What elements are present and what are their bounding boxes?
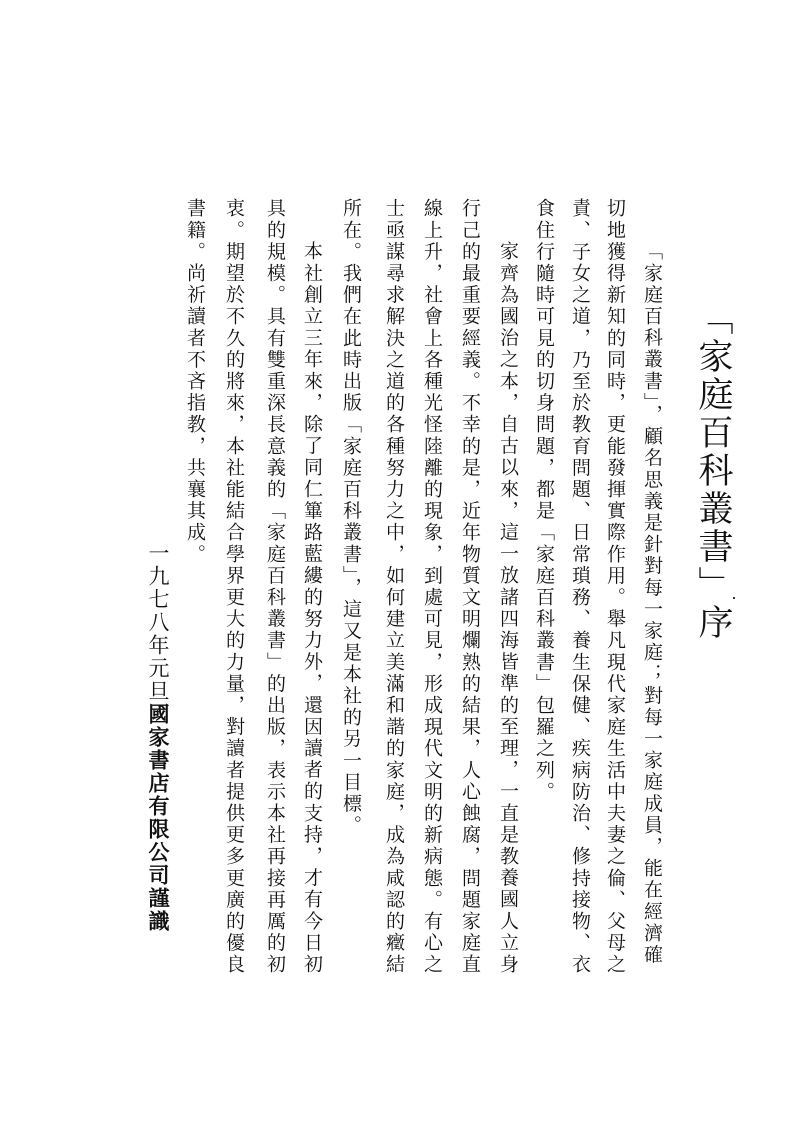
scan-speck (733, 597, 735, 599)
text-column-6: 行己的最重要經義。不幸的是，近年物質文明爛熟的結果，人心蝕腐，問題家庭直 (459, 198, 481, 976)
date: 一九七八年元旦 (146, 542, 170, 703)
publisher-name: 國家書店有限公司 (146, 703, 170, 887)
text-column-7: 線上升，社會上各種光怪陸離的現象，到處可見，形成現代文明的新病態。有心之 (421, 198, 443, 976)
text-column-10: 本社創立三年來，除了同仁篳路藍縷的努力外，還因讀者的支持，才有今日初 (301, 241, 323, 976)
text-column-8: 士亟謀尋求解決之道的各種努力之中，如何建立美滿和諧的家庭，成為咸認的癥結 (383, 198, 405, 976)
preface-title: 「家庭百科叢書」序 (693, 300, 733, 642)
signoff: 謹識 (146, 887, 170, 933)
text-column-13: 書籍。尚祈讀者不吝指教，共襄其成。 (184, 198, 206, 566)
text-column-2: 切地獲得新知的同時，更能發揮實際作用。舉凡現代家庭生活中夫妻之倫、父母之 (604, 198, 626, 976)
text-column-5: 家齊為國治之本，自古以來，這一放諸四海皆準的至理，一直是教養國人立身 (497, 241, 519, 976)
text-column-9: 所在。我們在此時出版「家庭百科叢書」，這又是本社的另一目標。 (340, 198, 362, 837)
preface-signature (146, 542, 170, 933)
text-column-12: 衷。期望於不久的將來，本社能結合學界更大的力量，對讀者提供更多更廣的優良 (223, 198, 245, 976)
text-column-3: 責、子女之道，乃至於教育問題、日常瑣務、養生保健、疾病防治、修持接物、衣 (569, 198, 591, 976)
text-column-1: 「家庭百科叢書」，顧名思義是針對每一家庭；對每一家庭成員，能在經濟確 (641, 241, 663, 966)
text-column-4: 食住行隨時可見的切身問題，都是「家庭百科叢書」包羅之列。 (533, 198, 555, 803)
text-column-11: 具的規模。具有雙重深長意義的「家庭百科叢書」的出版，表示本社再接再厲的初 (264, 198, 286, 976)
